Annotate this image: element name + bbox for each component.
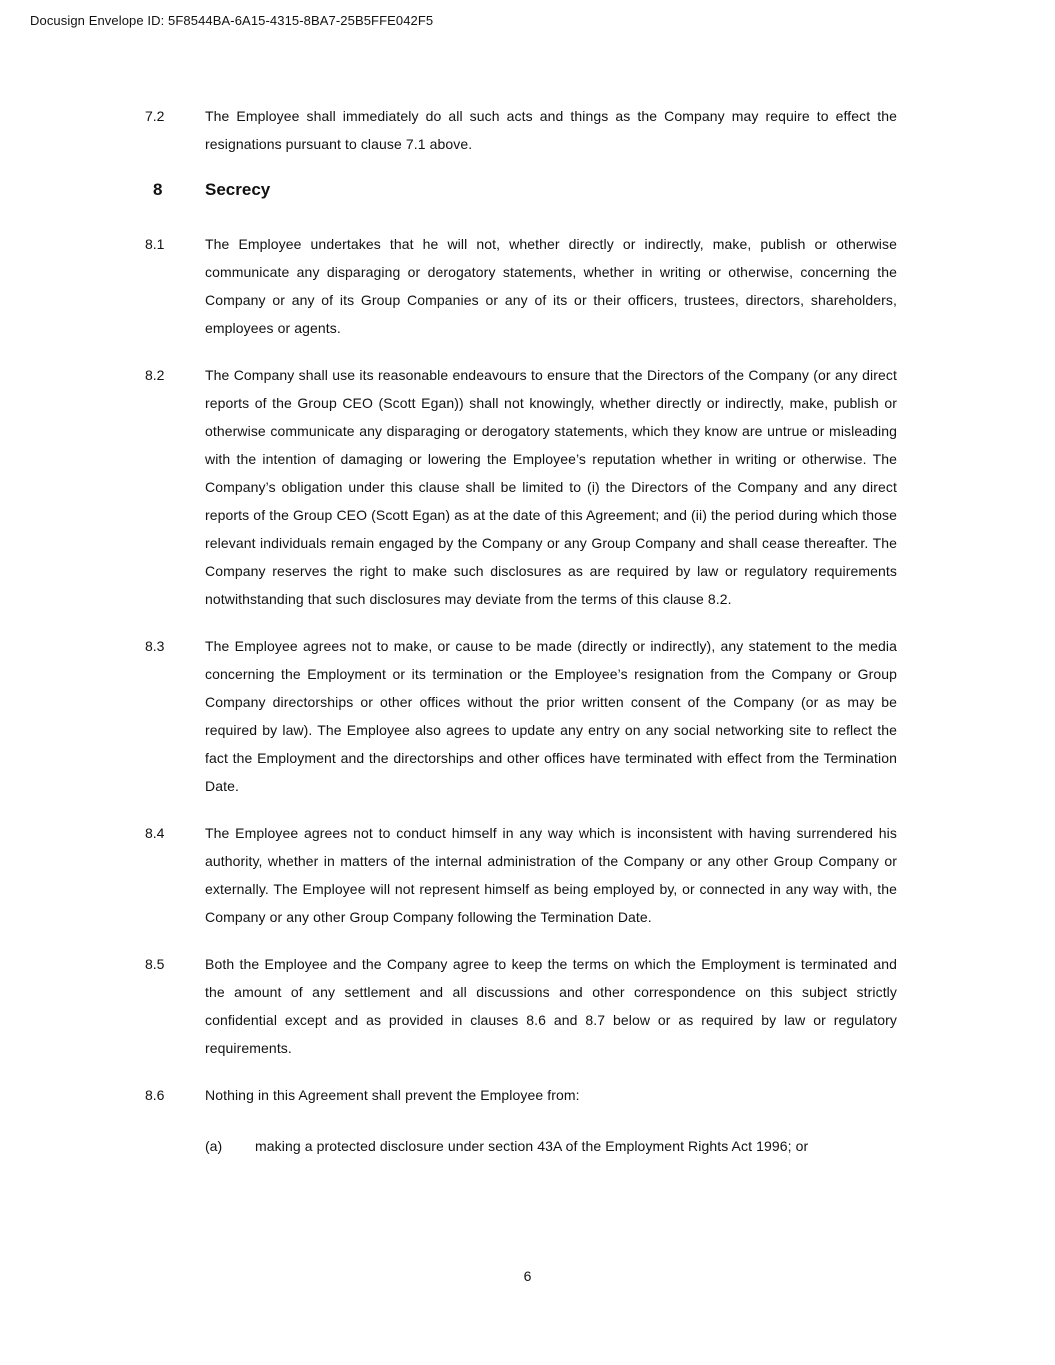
clause-8-6 <box>145 1081 897 1109</box>
clause-number: 8.2 <box>145 367 165 383</box>
clause-number: 7.2 <box>145 108 165 124</box>
docusign-envelope-id: Docusign Envelope ID: 5F8544BA-6A15-4315-8BA7-25B5FFE042F5 <box>30 13 434 28</box>
clause-number: 8.1 <box>145 236 165 252</box>
clause-8-1 <box>145 230 897 342</box>
document-body <box>145 102 897 1160</box>
clause-7-2 <box>145 102 897 158</box>
clause-number: 8.6 <box>145 1087 165 1103</box>
clause-text: The Employee shall immediately do all such acts and things as the Company may require to effect the resignations pursuant to clause 7.1 above. <box>205 108 897 152</box>
page-number: 6 <box>523 1268 532 1284</box>
subclause-text: making a protected disclosure under section 43A of the Employment Rights Act 1996; or <box>255 1138 809 1154</box>
section-heading-secrecy <box>145 177 897 203</box>
subclause-a <box>205 1132 897 1160</box>
clause-number: 8.5 <box>145 956 165 972</box>
clause-number: 8.3 <box>145 638 165 654</box>
clause-text: The Employee undertakes that he will not, whether directly or indirectly, make, publish or otherwise communicate any disparaging or derogatory statements, whether in writing or otherwise, concerning the Company or any of its Group Companies or any of its or their officers, trustees, directors, shareholders, employees or agents. <box>205 236 897 336</box>
section-title: Secrecy <box>205 180 271 199</box>
clause-8-3 <box>145 632 897 800</box>
clause-number: 8.4 <box>145 825 165 841</box>
clause-8-2 <box>145 361 897 613</box>
clause-text: The Company shall use its reasonable endeavours to ensure that the Directors of the Company (or any direct reports of the Group CEO (Scott Egan)) shall not knowingly, whether directly or indirectly, make, publish or otherwise communicate any disparaging or derogatory statements, which they know are untrue or misleading with the intention of damaging or lowering the Employee’s reputation whether in writing or otherwise. The Company’s obligation under this clause shall be limited to (i) the Directors of the Company and any direct reports of the Group CEO (Scott Egan) as at the date of this Agreement; and (ii) the period during which those relevant individuals remain engaged by the Company or any Group Company and shall cease thereafter. The Company reserves the right to make such disclosures as are required by law or regulatory requirements notwithstanding that such disclosures may deviate from the terms of this clause 8.2. <box>205 367 897 607</box>
subclause-number: (a) <box>205 1138 223 1154</box>
clause-8-5 <box>145 950 897 1062</box>
clause-text: The Employee agrees not to conduct himself in any way which is inconsistent with having surrendered his authority, whether in matters of the internal administration of the Company or any other Group Company or externally. The Employee will not represent himself as being employed by, or connected in any way with, the Company or any other Group Company following the Termination Date. <box>205 825 897 925</box>
clause-8-4 <box>145 819 897 931</box>
clause-text: Both the Employee and the Company agree to keep the terms on which the Employment is terminated and the amount of any settlement and all discussions and other correspondence on this subject strictly confidential except and as provided in clauses 8.6 and 8.7 below or as required by law or regulatory requirements. <box>205 956 897 1056</box>
clause-text: The Employee agrees not to make, or cause to be made (directly or indirectly), any statement to the media concerning the Employment or its termination or the Employee’s resignation from the Company or Group Company directorships or other offices without the prior written consent of the Company (or as may be required by law). The Employee also agrees to update any entry on any social networking site to reflect the fact the Employment and the directorships and other offices have terminated with effect from the Termination Date. <box>205 638 897 794</box>
clause-text: Nothing in this Agreement shall prevent the Employee from: <box>205 1087 580 1103</box>
section-number: 8 <box>153 180 163 199</box>
